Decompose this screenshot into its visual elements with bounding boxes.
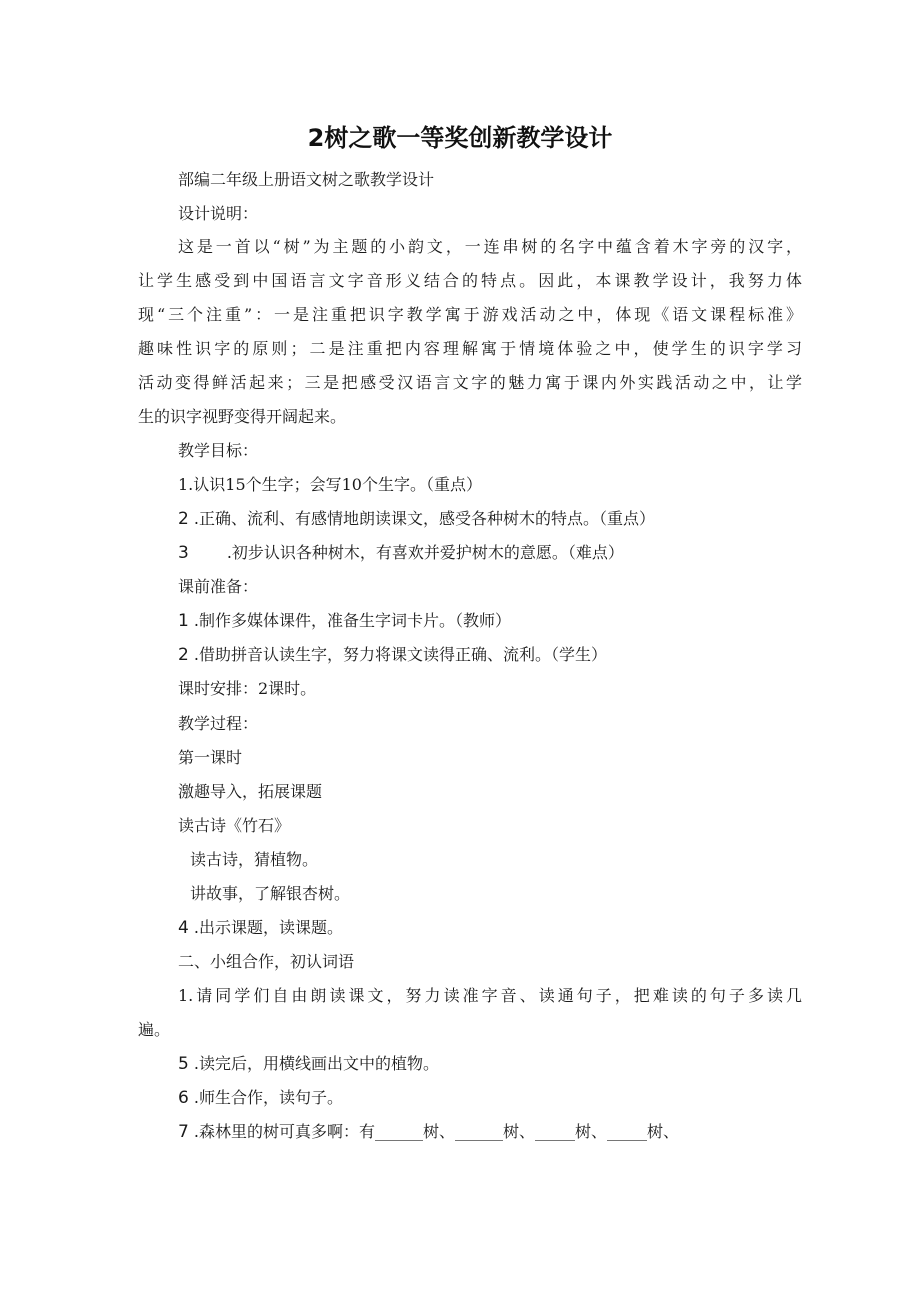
step-number: 5	[178, 1054, 189, 1074]
goal-text: 认识15个生字；会写10个生字。（重点）	[193, 475, 482, 494]
goal-text: .正确、流利、有感情地朗读课文，感受各种树木的特点。（重点）	[193, 509, 656, 528]
design-note-line: 趣味性识字的原则；二是注重把内容理解寓于情境体验之中，使学生的识字学习	[138, 339, 802, 358]
goal-item	[178, 543, 624, 563]
section-one-heading: 激趣导入，拓展课题	[178, 782, 323, 801]
step-one-line: 遍。	[138, 1020, 171, 1039]
document-title: 2树之歌一等奖创新教学设计	[307, 124, 613, 152]
design-note-line: 活动变得鲜活起来；三是把感受汉语言文字的魅力寓于课内外实践活动之中，让学	[138, 373, 802, 392]
goal-number: 2	[178, 509, 189, 529]
prep-text: .制作多媒体课件，准备生字词卡片。（教师）	[193, 611, 512, 630]
lesson-one-heading: 第一课时	[178, 748, 243, 767]
prep-number: 1	[178, 611, 189, 631]
goals-heading: 教学目标：	[178, 441, 259, 460]
design-note-heading: 设计说明：	[178, 204, 259, 223]
prep-heading: 课前准备：	[178, 577, 259, 596]
step-item	[178, 1122, 679, 1142]
prep-item	[178, 645, 607, 665]
subtitle: 部编二年级上册语文树之歌教学设计	[178, 170, 435, 189]
step-number: 4	[178, 918, 189, 938]
design-note-line: 让学生感受到中国语言文字音形义结合的特点。因此，本课教学设计，我努力体	[138, 271, 802, 290]
goal-item	[178, 475, 482, 495]
prep-number: 2	[178, 645, 189, 665]
step-item	[178, 1054, 439, 1074]
goal-number: 3	[178, 543, 189, 563]
step-item	[178, 918, 343, 938]
design-note-line: 生的识字视野变得开阔起来。	[138, 407, 347, 426]
schedule-line: 课时安排：2课时。	[178, 679, 317, 698]
process-heading: 教学过程：	[178, 714, 259, 733]
sub-item: 读古诗，猜植物。	[190, 850, 319, 869]
goal-number: 1.	[178, 475, 194, 494]
goal-item	[178, 509, 655, 529]
step-number: 6	[178, 1088, 189, 1108]
design-note-line: 现“三个注重”：一是注重把识字教学寓于游戏活动之中，体现《语文课程标准》	[138, 305, 802, 324]
step-text: .师生合作，读句子。	[193, 1088, 344, 1107]
step-item	[178, 1088, 343, 1108]
prep-item	[178, 611, 511, 631]
step-one-line: 1.请同学们自由朗读课文，努力读准字音、读通句子，把难读的句子多读几	[178, 986, 802, 1005]
prep-text: .借助拼音认读生字，努力将课文读得正确、流利。（学生）	[193, 645, 608, 664]
sub-item: 讲故事，了解银杏树。	[190, 884, 351, 903]
step-text: .出示课题，读课题。	[193, 918, 344, 937]
step-number: 7	[178, 1122, 189, 1142]
goal-text: .初步认识各种树木，有喜欢并爱护树木的意愿。（难点）	[226, 543, 624, 562]
step-text: .读完后，用横线画出文中的植物。	[193, 1054, 440, 1073]
step-text: .森林里的树可真多啊：有______树、______树、_____树、_____树、	[193, 1122, 680, 1141]
read-poem-line: 读古诗《竹石》	[178, 816, 291, 835]
design-note-line: 这是一首以“树”为主题的小韵文，一连串树的名字中蕴含着木字旁的汉字，	[178, 237, 802, 256]
section-two-heading: 二、小组合作，初认词语	[178, 952, 355, 971]
